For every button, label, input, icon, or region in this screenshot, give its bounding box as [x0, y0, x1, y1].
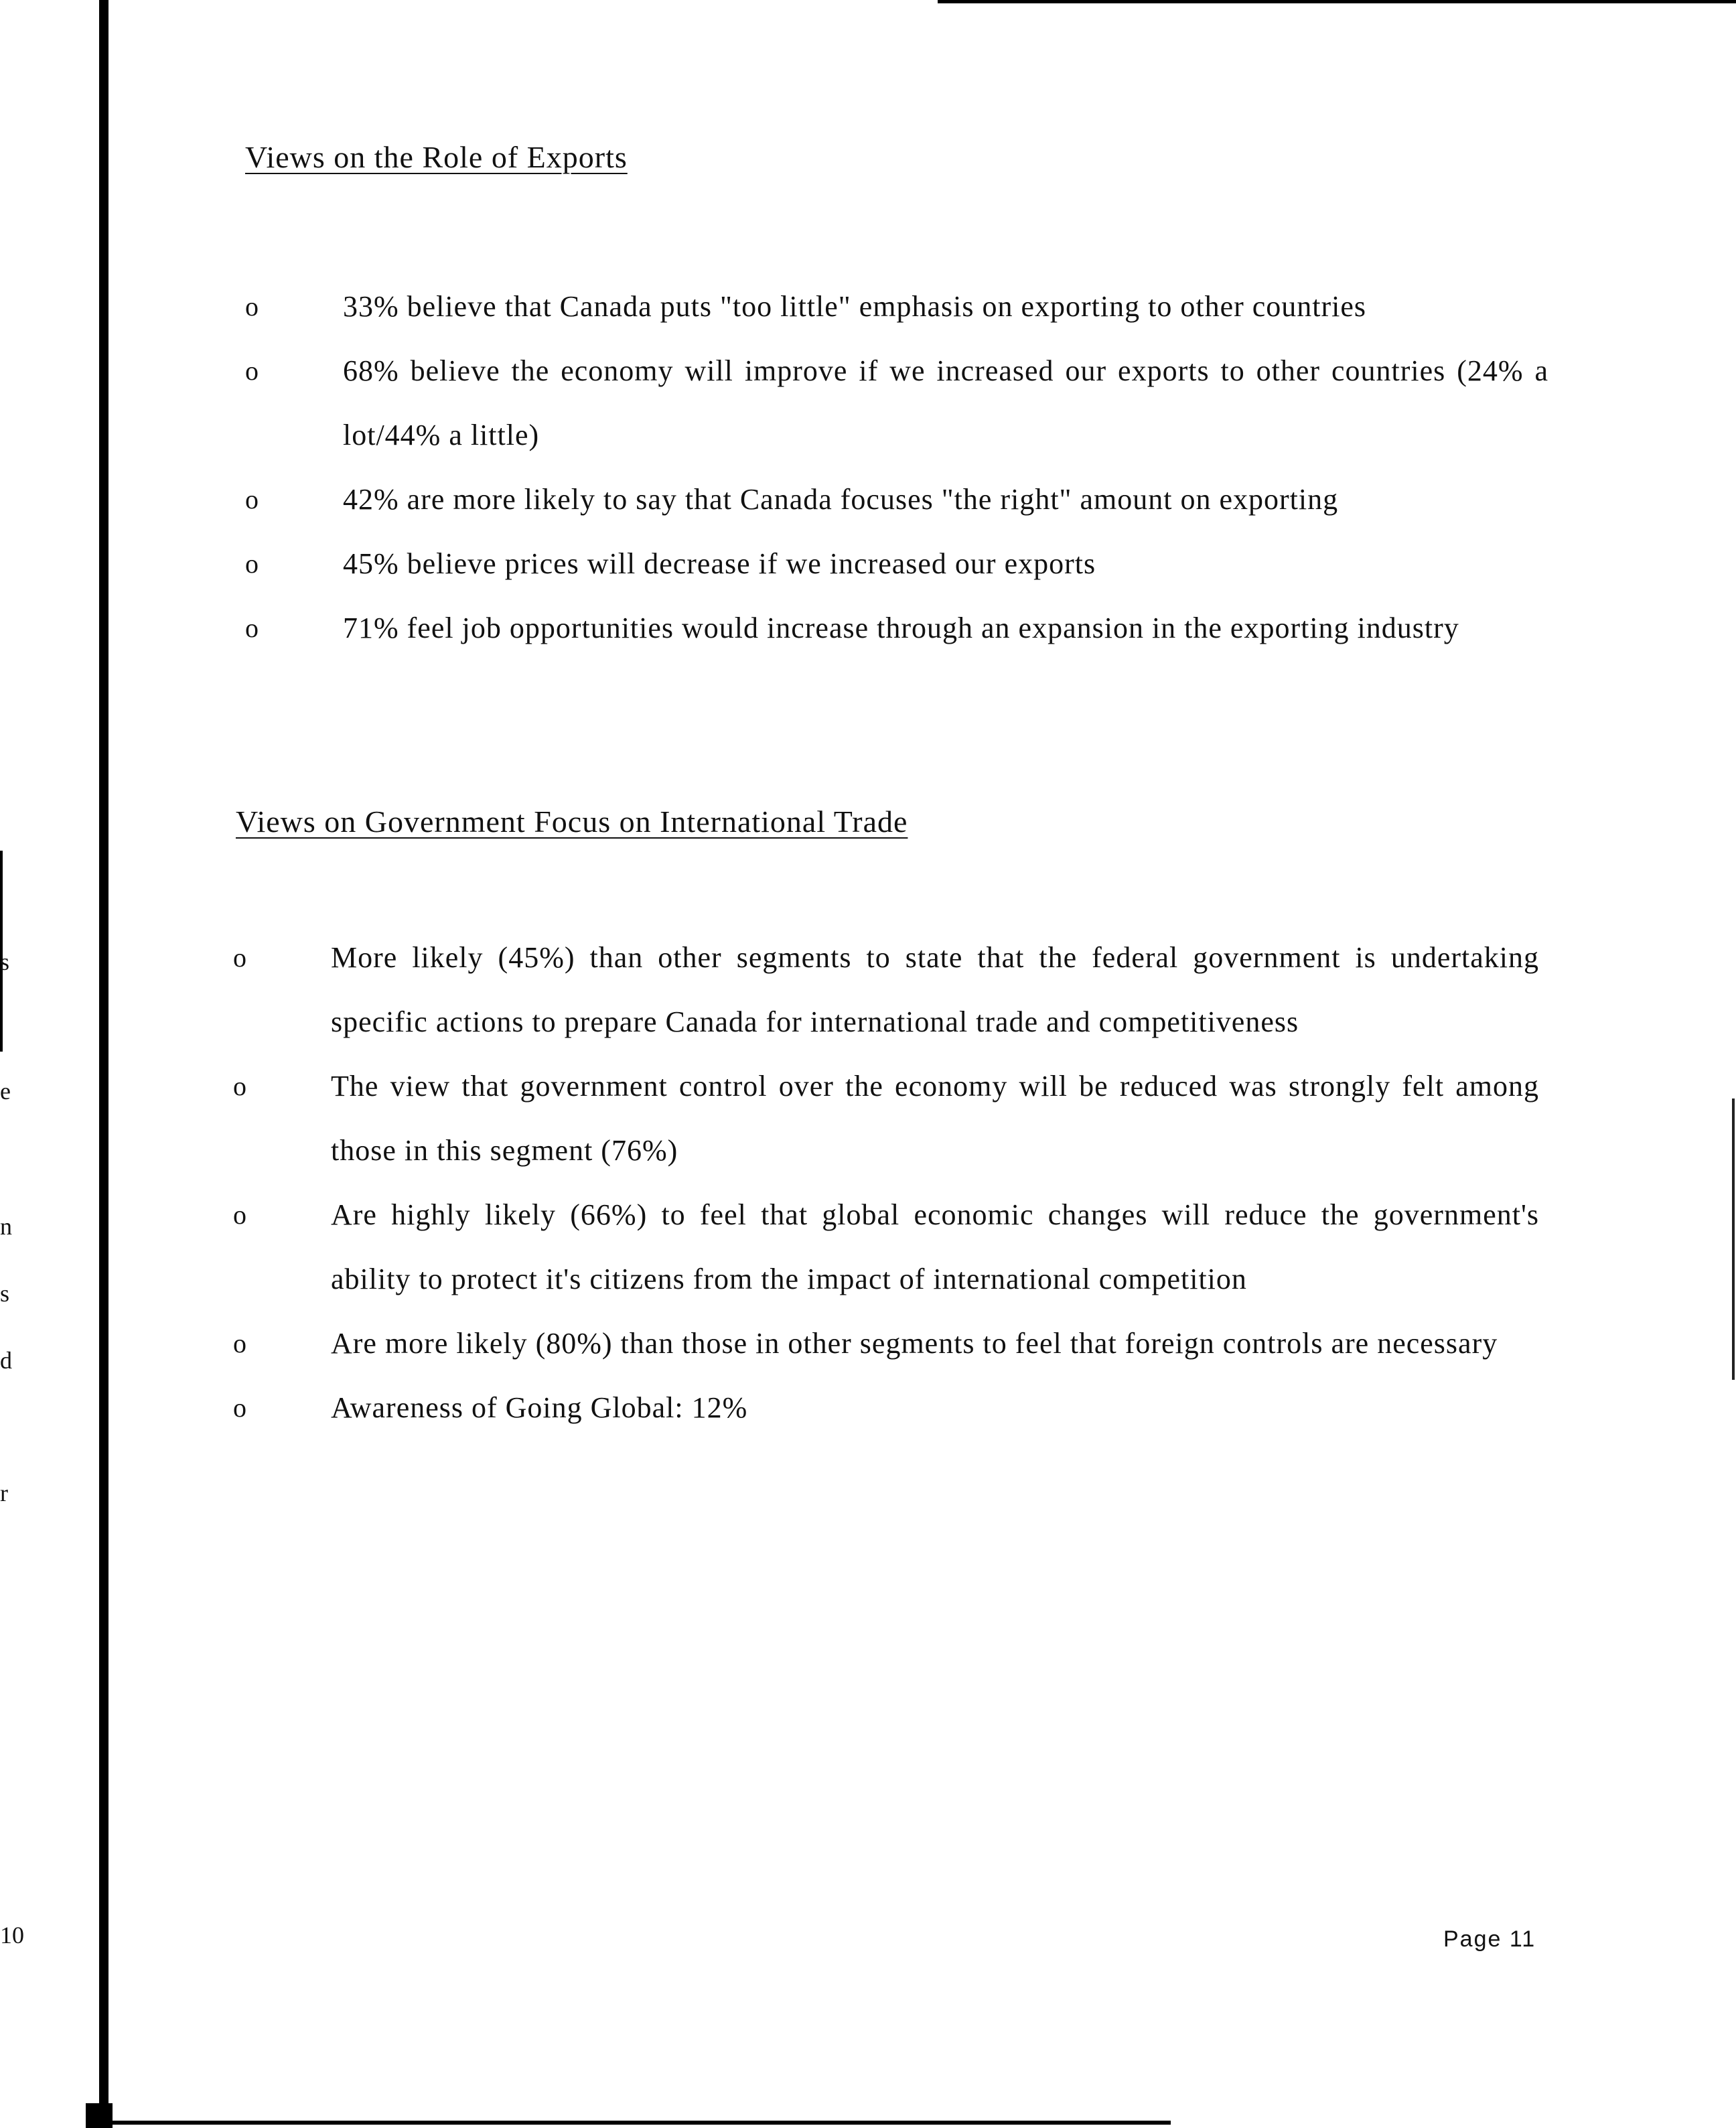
list-item-text: 68% believe the economy will improve if we increased our exports to other countries (24% a lot/44% a little): [343, 354, 1548, 451]
margin-fragment: s: [0, 1280, 10, 1307]
section-heading-exports: Views on the Role of Exports: [245, 140, 628, 174]
list-item-text: Are more likely (80%) than those in other segments to feel that foreign controls are necessary: [331, 1327, 1498, 1360]
bullet-marker: o: [233, 1393, 246, 1423]
list-item-text: 71% feel job opportunities would increase through an expansion in the exporting industry: [343, 612, 1459, 644]
government-bullet-list: [0, 926, 1736, 1440]
list-item-text: 33% believe that Canada puts "too little" emphasis on exporting to other countries: [343, 290, 1367, 323]
bullet-marker: o: [245, 613, 259, 643]
list-item: [0, 1183, 1736, 1311]
list-item: [0, 1054, 1736, 1183]
bullet-marker: o: [233, 1328, 246, 1358]
list-item-text: Are highly likely (66%) to feel that global economic changes will reduce the government's ability to protect it's citizens from the impact of international competition: [331, 1198, 1539, 1295]
margin-fragment: n: [0, 1213, 12, 1240]
list-item: [0, 468, 1736, 532]
list-item: [0, 339, 1736, 468]
list-item-text: Awareness of Going Global: 12%: [331, 1391, 748, 1424]
adjacent-page-number: 10: [0, 1922, 24, 1948]
list-item-text: More likely (45%) than other segments to state that the federal government is undertaking specific actions to prepare Canada for international trade and competitiveness: [331, 941, 1539, 1038]
list-item: [0, 1376, 1736, 1440]
top-edge-rule: [938, 0, 1736, 3]
exports-bullet-list: [0, 275, 1736, 660]
bullet-marker: o: [233, 1200, 246, 1230]
list-item: [0, 1311, 1736, 1376]
margin-fragment: s: [0, 948, 10, 975]
bullet-marker: o: [245, 291, 259, 322]
bullet-marker: o: [233, 1071, 246, 1101]
bullet-marker: o: [245, 484, 259, 514]
margin-fragment: r: [0, 1480, 8, 1506]
bullet-marker: o: [245, 356, 259, 386]
margin-fragment: d: [0, 1347, 12, 1374]
bullet-marker: o: [245, 549, 259, 579]
list-item-text: 42% are more likely to say that Canada focuses "the right" amount on exporting: [343, 483, 1339, 516]
list-item: [0, 532, 1736, 596]
section-heading-government: Views on Government Focus on International Trade: [236, 804, 908, 839]
list-item-text: 45% believe prices will decrease if we increased our exports: [343, 547, 1096, 580]
page-number: Page 11: [1443, 1926, 1536, 1952]
bottom-corner-mark: [86, 2103, 113, 2128]
margin-fragment: e: [0, 1078, 11, 1105]
list-item: [0, 275, 1736, 339]
bottom-edge-rule: [99, 2121, 1171, 2125]
bullet-marker: o: [233, 942, 246, 973]
list-item: [0, 596, 1736, 660]
list-item-text: The view that government control over the economy will be reduced was strongly felt among those in this segment (76%): [331, 1070, 1539, 1167]
list-item: [0, 926, 1736, 1054]
